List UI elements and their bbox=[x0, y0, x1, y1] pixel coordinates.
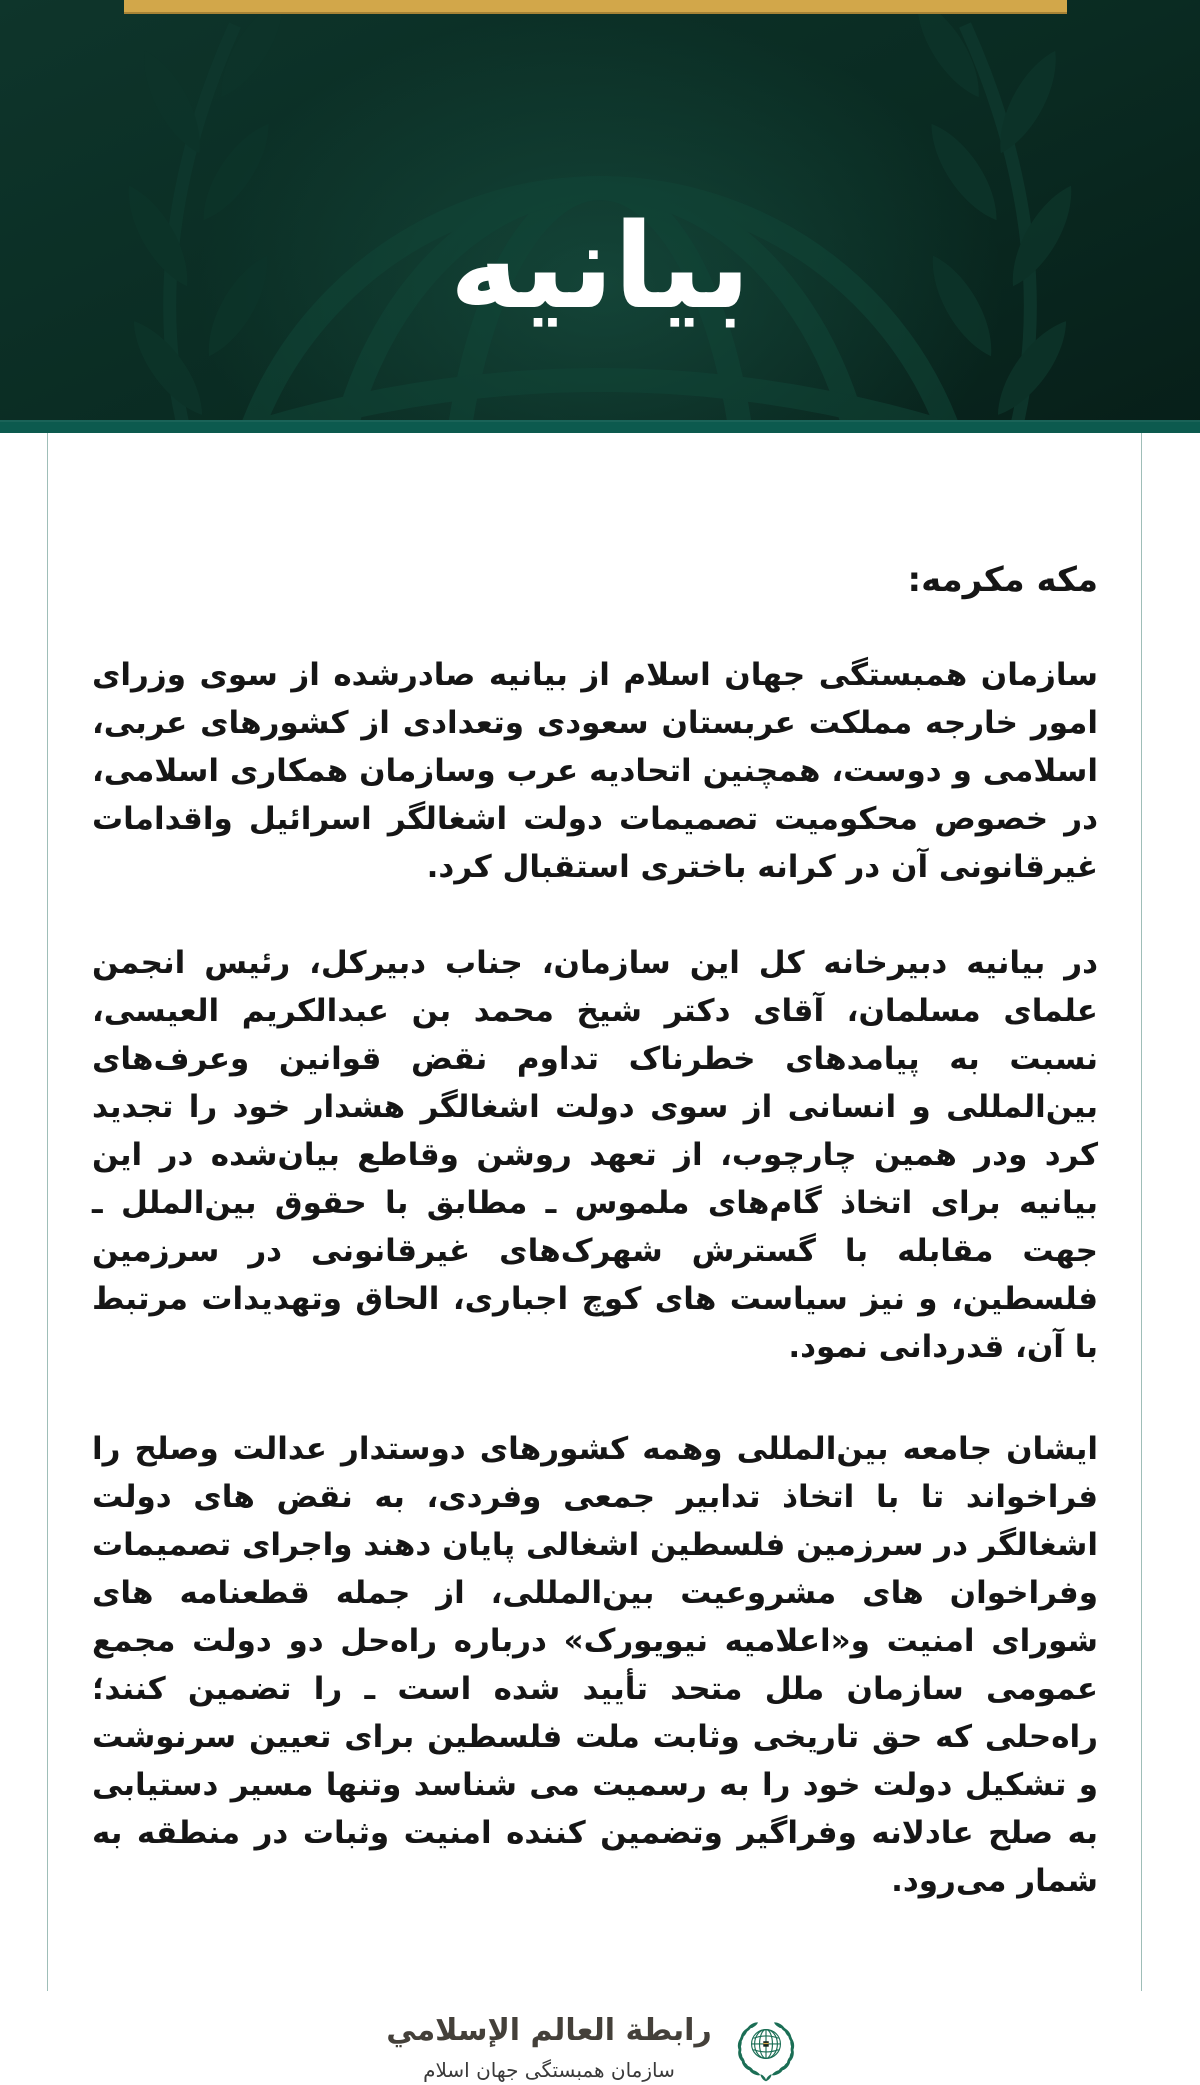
logo-arabic-name: رابطة العالم الإسلامي bbox=[386, 2012, 712, 2048]
statement-card bbox=[47, 433, 1142, 2083]
gold-accent-bar bbox=[124, 0, 1067, 14]
mwl-logo bbox=[92, 2009, 1098, 2085]
header-banner bbox=[0, 0, 1200, 433]
salutation-line: مکه مکرمه: bbox=[907, 560, 1098, 600]
mwl-globe-wreath-emblem-icon bbox=[728, 2009, 804, 2085]
statement-title: بیانیه bbox=[449, 197, 751, 335]
paragraph-1: سازمان همبستگی جهان اسلام از بیانیه صادرشده از سوی وزرای امور خارجه مملکت عربستان سعودی وتعدادی از کشورهای عربی، اسلامی و دوست، همچنین اتحادیه عرب وسازمان همکاری اسلامی، در خصوص محکومیت تصمیمات دولت اشغالگر اسرائیل واقدامات غیرقانونی آن در کرانه باختری استقبال کرد. bbox=[92, 657, 1098, 885]
logo-text-block bbox=[386, 2012, 712, 2083]
paragraph-3: ایشان جامعه بین‌المللی وهمه کشورهای دوستدار عدالت وصلح را فراخواند تا با اتخاذ تدابیر جمعی وفردی، به نقض های دولت اشغالگر در سرزمین فلسطین اشغالی پایان دهند واجرای تصمیمات وفراخوان های مشروعیت بین‌المللی، از جمله قطعنامه های شورای امنیت و«اعلامیه نیویورک» درباره راه‌حل دو دولت مجمع عمومی سازمان ملل متحد تأیید شده است ـ را تضمین کنند؛ راه‌حلی که حق تاریخی وثابت ملت فلسطین برای تعیین سرنوشت و تشکیل دولت خود را به رسمیت می شناسد وتنها مسیر دستیابی به صلح عادلانه وفراگیر وتضمین کننده امنیت وثبات در منطقه به شمار می‌رود. bbox=[92, 1431, 1098, 1899]
logo-persian-name: سازمان همبستگی جهان اسلام bbox=[423, 2058, 675, 2083]
teal-divider-bar bbox=[0, 420, 1200, 433]
paragraph-2: در بیانیه دبیرخانه کل این سازمان، جناب دبیرکل، رئیس انجمن علمای مسلمان، آقای دکتر شیخ محمد بن عبدالکریم العیسی، نسبت به پیامدهای خطرناک تداوم نقض قوانین وعرف‌های بین‌المللی و انسانی از سوی دولت اشغالگر هشدار خود را تجدید کرد ودر همین چارچوب، از تعهد روشن وقاطع بیان‌شده در این بیانیه برای اتخاذ گام‌های ملموس ـ مطابق با حقوق بین‌الملل ـ جهت مقابله با گسترش شهرک‌های غیرقانونی در سرزمین فلسطین، و نیز سیاست های کوچ اجباری، الحاق وتهدیدات مرتبط با آن، قدردانی نمود. bbox=[92, 945, 1098, 1365]
